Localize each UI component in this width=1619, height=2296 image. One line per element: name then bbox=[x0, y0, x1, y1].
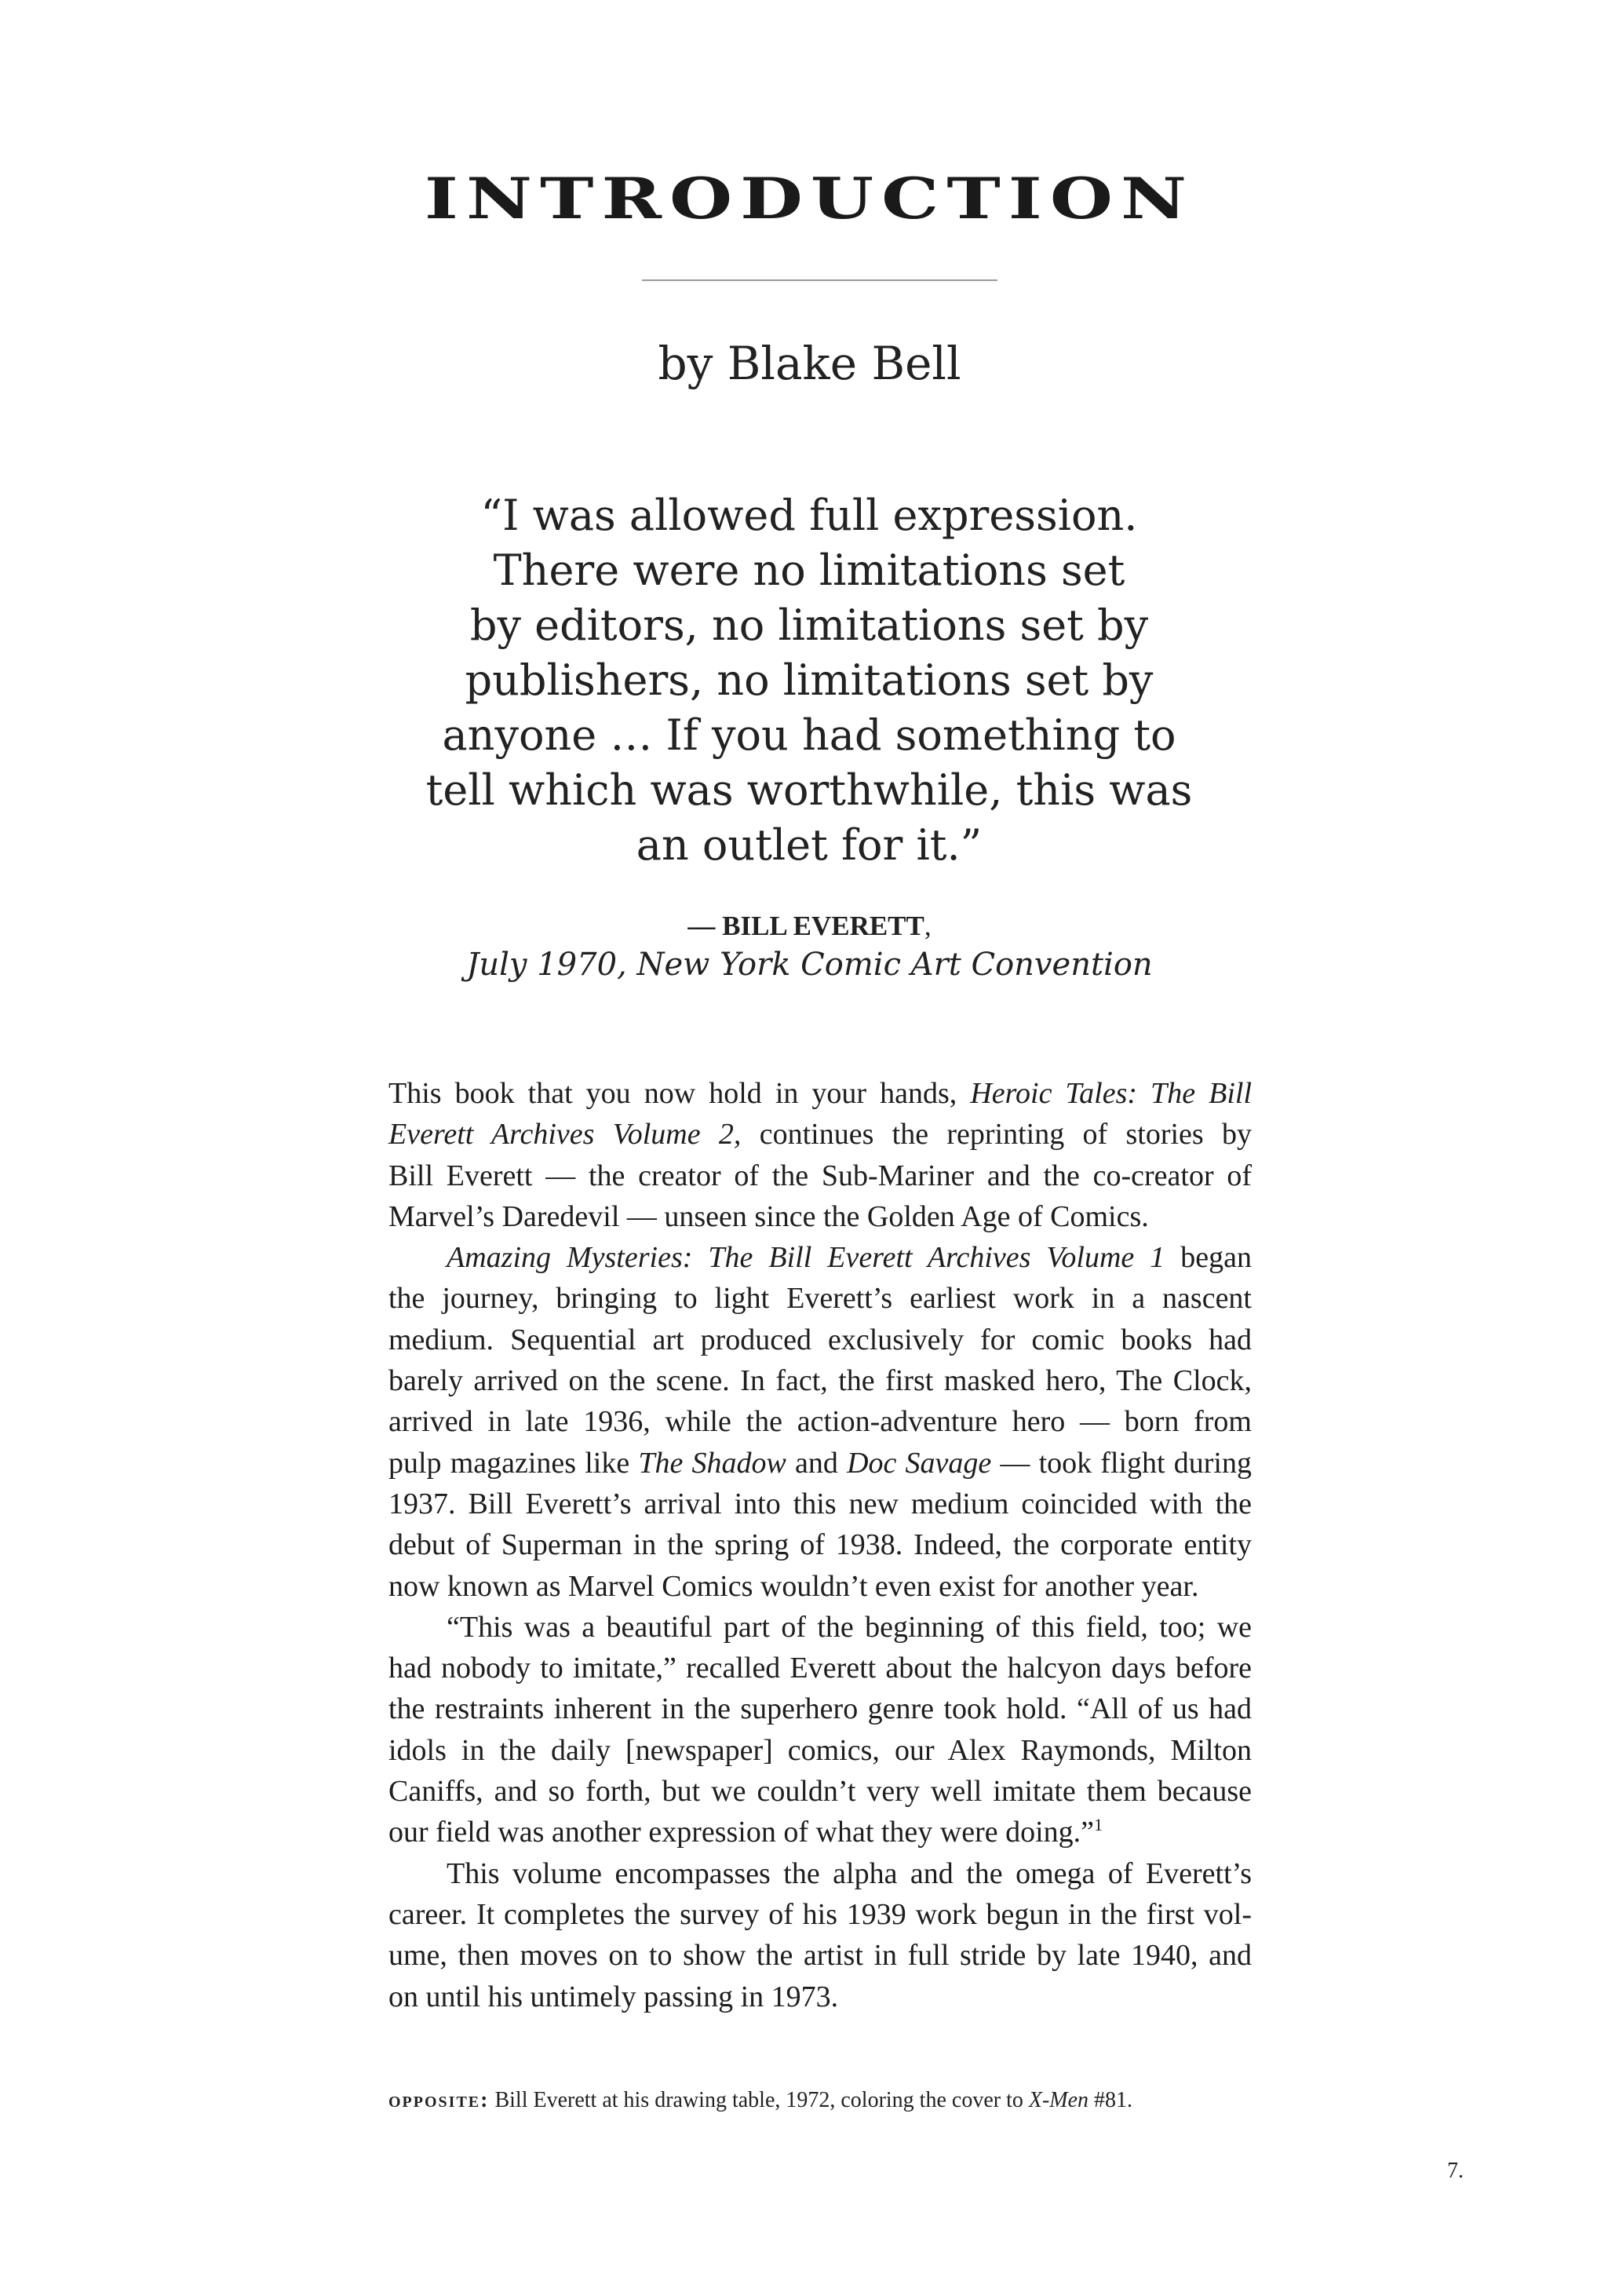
text-line: medium. Sequential art produced exclusively for comic books had bbox=[388, 1323, 1252, 1356]
quote-line: There were no limitations set bbox=[493, 546, 1125, 595]
text-run: our field was another expression of what they were doing.” bbox=[388, 1816, 1095, 1849]
text-line: Caniffs, and so forth, but we couldn’t very well imitate them because bbox=[388, 1775, 1252, 1809]
paragraph-3 bbox=[388, 1607, 1252, 1853]
quote-line: by editors, no limitations set by bbox=[469, 600, 1149, 650]
text-run: This book that you now hold in your hands, bbox=[388, 1077, 971, 1110]
text-line: “This was a beautiful part of the beginning of this field, too; we bbox=[447, 1610, 1252, 1644]
book-title: Amazing Mysteries: The Bill Everett Archives Volume 1 bbox=[447, 1241, 1165, 1275]
quote-line: tell which was worthwhile, this was bbox=[425, 765, 1193, 815]
epigraph-attribution bbox=[0, 909, 1619, 986]
footnote-reference: 1 bbox=[1094, 1815, 1103, 1835]
text-line: debut of Superman in the spring of 1938. Indeed, the corporate entity bbox=[388, 1528, 1252, 1562]
caption-text: Bill Everett at his drawing table, 1972, coloring the cover to bbox=[489, 2088, 1029, 2112]
quote-line: “I was allowed full expression. bbox=[480, 491, 1138, 540]
text-line: Bill Everett — the creator of the Sub-Mariner and the co-creator of bbox=[388, 1159, 1252, 1192]
text-line bbox=[388, 1812, 1252, 1852]
text-line: on until his untimely passing in 1973. bbox=[388, 1980, 839, 2013]
text-line: career. It completes the survey of his 1939 work begun in the first vol- bbox=[388, 1897, 1252, 1931]
text-line bbox=[388, 1073, 1252, 1114]
text-line bbox=[388, 1114, 1252, 1155]
book-title: Heroic Tales: The Bill bbox=[970, 1077, 1252, 1110]
text-line: arrived in late 1936, while the action-adventure hero — born from bbox=[388, 1405, 1252, 1439]
epigraph-quote bbox=[377, 488, 1241, 873]
magazine-title: Doc Savage bbox=[847, 1446, 992, 1480]
text-line: now known as Marvel Comics wouldn’t even exist for another year. bbox=[388, 1569, 1199, 1603]
attribution-comma: , bbox=[924, 911, 932, 941]
quote-line: publishers, no limitations set by bbox=[465, 655, 1154, 705]
attribution-event: July 1970, New York Comic Art Convention bbox=[466, 947, 1153, 983]
chapter-title: INTRODUCTION bbox=[424, 165, 1195, 232]
text-line: ume, then moves on to show the artist in full stride by late 1940, and bbox=[388, 1939, 1252, 1973]
text-line bbox=[388, 1443, 1252, 1484]
title-divider bbox=[642, 279, 997, 281]
quote-line: anyone … If you had something to bbox=[442, 710, 1176, 760]
text-line: the restraints inherent in the superhero genre took hold. “All of us had bbox=[388, 1692, 1252, 1726]
text-line bbox=[388, 1237, 1252, 1278]
caption-comic-title: X-Men bbox=[1028, 2088, 1089, 2112]
paragraph-1 bbox=[388, 1073, 1252, 1237]
text-line: idols in the daily [newspaper] comics, our Alex Raymonds, Milton bbox=[388, 1733, 1252, 1767]
text-line: Marvel’s Daredevil — unseen since the Golden Age of Comics. bbox=[388, 1199, 1149, 1233]
body-text bbox=[388, 1073, 1252, 2017]
magazine-title: The Shadow bbox=[638, 1446, 786, 1480]
text-line: had nobody to imitate,” recalled Everett about the halcyon days before bbox=[388, 1652, 1252, 1685]
text-line: barely arrived on the scene. In fact, the first masked hero, The Clock, bbox=[388, 1364, 1252, 1398]
quote-line: an outlet for it.” bbox=[636, 820, 983, 870]
author-byline: by Blake Bell bbox=[658, 337, 961, 390]
text-run: began bbox=[1165, 1241, 1252, 1275]
text-line: the journey, bringing to light Everett’s earliest work in a nascent bbox=[388, 1282, 1252, 1316]
text-line: 1937. Bill Everett’s arrival into this new medium coincided with the bbox=[388, 1487, 1252, 1520]
text-run: pulp magazines like bbox=[388, 1446, 639, 1480]
paragraph-4 bbox=[388, 1853, 1252, 2017]
photo-caption bbox=[388, 2085, 1487, 2116]
text-run: — took flight during bbox=[991, 1446, 1252, 1480]
caption-label: opposite: bbox=[388, 2088, 490, 2112]
text-line: This volume encompasses the alpha and the omega of Everett’s bbox=[447, 1856, 1252, 1890]
attribution-name bbox=[0, 909, 1619, 944]
text-run: and bbox=[786, 1446, 848, 1480]
caption-issue: #81. bbox=[1088, 2088, 1133, 2112]
book-title: Everett Archives Volume 2, bbox=[388, 1118, 742, 1152]
text-run: continues the reprinting of stories by bbox=[741, 1118, 1252, 1152]
attribution-name-text: — BILL EVERETT bbox=[687, 911, 924, 941]
page-number: 7. bbox=[1447, 2159, 1464, 2183]
paragraph-2 bbox=[388, 1237, 1252, 1607]
